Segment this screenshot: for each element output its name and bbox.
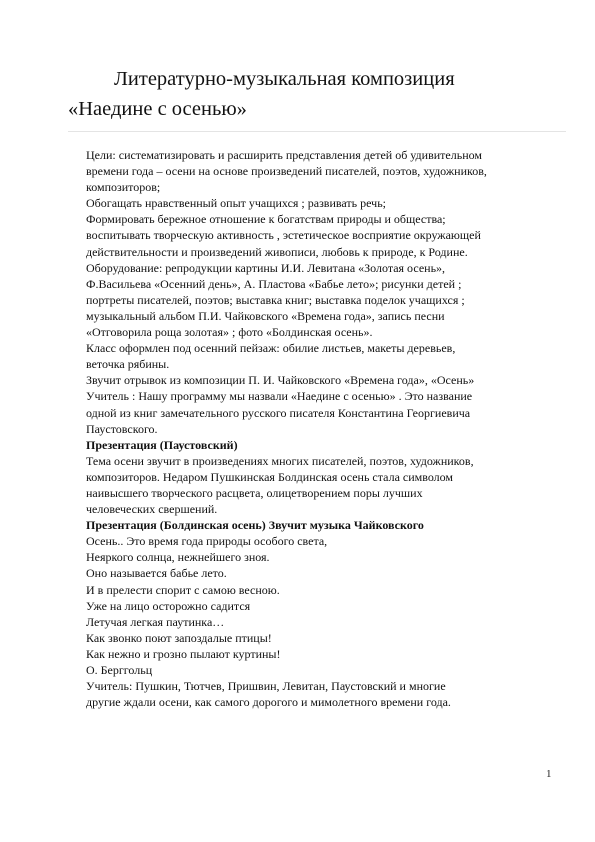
text-line: Оно называется бабье лето. <box>86 566 227 581</box>
text-line: Уже на лицо осторожно садится <box>86 598 251 613</box>
text-line: времени года – осени на основе произведений писателей, поэтов, художников, <box>86 164 487 179</box>
text-line: Оборудование: репродукции картины И.И. Левитана «Золотая осень», <box>86 260 446 275</box>
section-heading-line: Презентация (Паустовский) <box>86 437 238 452</box>
title-divider <box>68 131 566 132</box>
text-line: Звучит отрывок из композиции П. И. Чайковского «Времена года», «Осень» <box>86 373 475 388</box>
text-line: другие ждали осени, как самого дорогого и мимолетного времени года. <box>86 695 451 710</box>
title-line-2: «Наедине с осенью» <box>68 98 247 120</box>
text-line: действительности и произведений живописи, любовь к природе, к Родине. <box>86 244 468 259</box>
text-line: музыкальный альбом П.И. Чайковского «Времена года», запись песни <box>86 308 445 323</box>
text-line: композиторов. Недаром Пушкинская Болдинская осень стала символом <box>86 469 454 484</box>
document-title <box>68 64 568 124</box>
text-line: Цели: систематизировать и расширить представления детей об удивительном <box>86 148 482 162</box>
text-line: Класс оформлен под осенний пейзаж: обилие листьев, макеты деревьев, <box>86 341 456 356</box>
text-line: О. Берггольц <box>86 663 153 677</box>
text-line: Тема осени звучит в произведениях многих писателей, поэтов, художников, <box>86 453 474 468</box>
text-line: Летучая легкая паутинка… <box>86 614 225 629</box>
text-line: композиторов; <box>86 180 161 195</box>
text-line: Неяркого солнца, нежнейшего зноя. <box>86 550 270 565</box>
text-line: воспитывать творческую активность , эстетическое восприятие окружающей <box>86 228 481 243</box>
text-line: Формировать бережное отношение к богатствам природы и общества; <box>86 212 446 227</box>
text-line: Как звонко поют запоздалые птицы! <box>86 630 272 645</box>
text-line: Паустовского. <box>86 421 158 436</box>
text-line: «Отговорила роща золотая» ; фото «Болдинская осень». <box>86 325 373 340</box>
text-line: Обогащать нравственный опыт учащихся ; развивать речь; <box>86 196 387 211</box>
text-line: Ф.Васильева «Осенний день», А. Пластова «Бабье лето»; рисунки детей ; <box>86 276 462 291</box>
text-line: Учитель: Пушкин, Тютчев, Пришвин, Левитан, Паустовский и многие <box>86 679 446 694</box>
text-line: веточка рябины. <box>86 357 170 372</box>
title-line-1: Литературно-музыкальная композиция <box>114 68 455 90</box>
section-heading-line: Презентация (Болдинская осень) Звучит музыка Чайковского <box>86 518 424 533</box>
text-line: портреты писателей, поэтов; выставка книг; выставка поделок учащихся ; <box>86 292 465 307</box>
text-line: наивысшего творческого расцвета, олицетворением поры лучших <box>86 485 423 500</box>
text-line: Как нежно и грозно пылают куртины! <box>86 646 281 661</box>
text-line: Осень.. Это время года природы особого света, <box>86 534 328 549</box>
document-body <box>86 147 562 710</box>
text-line: одной из книг замечательного русского писателя Константина Георгиевича <box>86 405 471 420</box>
text-line: И в прелести спорит с самою весною. <box>86 582 280 597</box>
page-number: 1 <box>546 768 552 780</box>
text-line: человеческих свершений. <box>86 502 218 517</box>
text-line: Учитель : Нашу программу мы назвали «Наедине с осенью» . Это название <box>86 389 473 404</box>
